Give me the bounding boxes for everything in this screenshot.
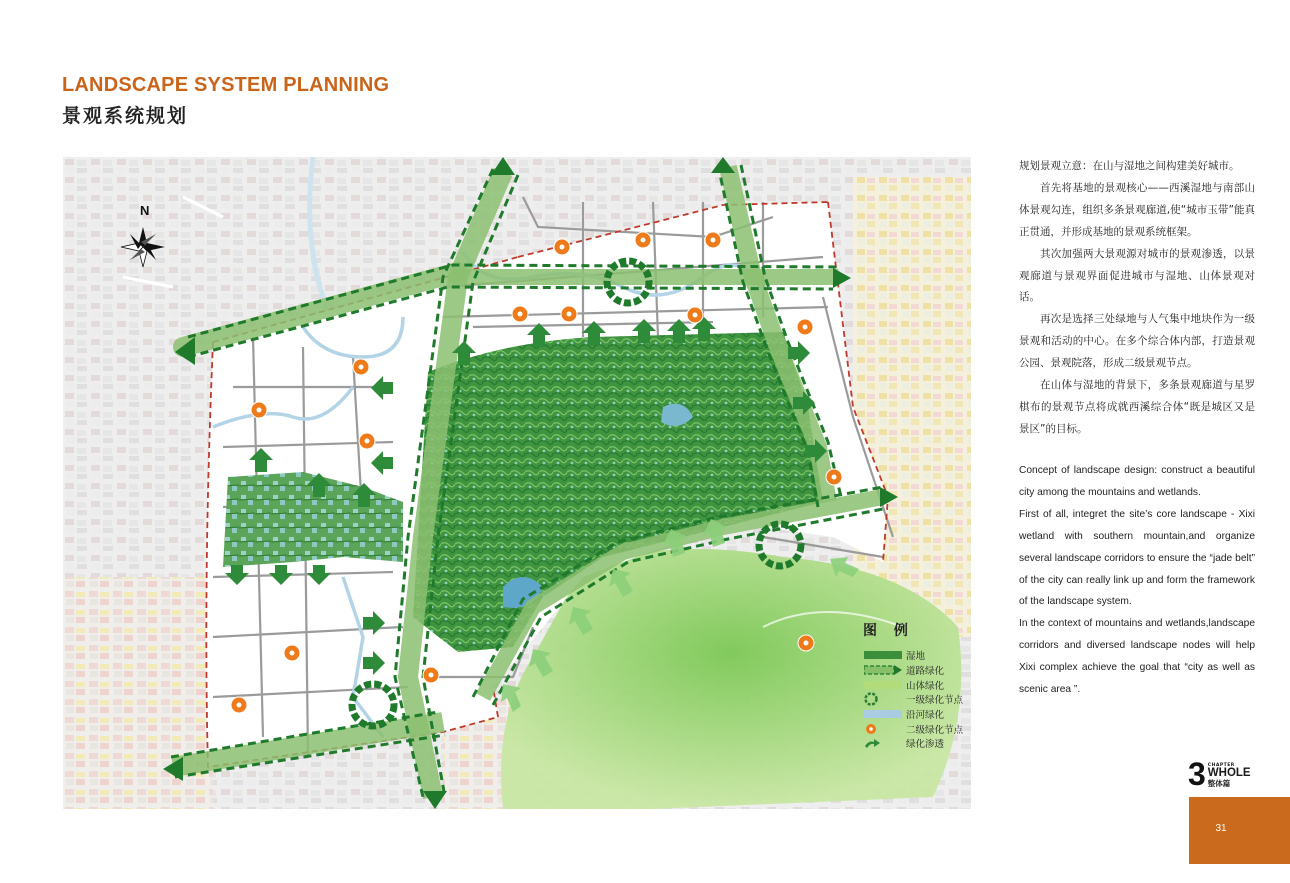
legend-item-mountain-green: [864, 677, 963, 692]
legend-item-green-penetration: [864, 736, 963, 751]
river-green-swatch-icon: [864, 708, 902, 720]
description-en-paragraph: First of all, integret the site’s core landscape - Xixi wetland with southern mountain,and organize several landscape corridors to ensure the “jade belt” of the city can really link up and form the framework of the landscape system.: [1019, 508, 1255, 608]
legend-item-primary-node: [864, 692, 963, 707]
mountain-swatch-icon: [864, 679, 902, 691]
chapter-label: CHAPTER: [1207, 763, 1235, 768]
legend-item-road-green: [864, 663, 963, 678]
chapter-number: 3: [1188, 756, 1206, 792]
legend-label: 二级绿化节点: [906, 724, 964, 736]
chapter-mark: [1188, 758, 1251, 790]
city-fabric-east: [853, 177, 971, 637]
description-en-paragraph: Concept of landscape design: construct a beautiful city among the mountains and wetlands.: [1019, 465, 1255, 498]
legend-title: 图 例: [863, 623, 914, 639]
title-en: LANDSCAPE SYSTEM PLANNING: [62, 74, 390, 96]
page-number: 31: [1215, 823, 1227, 834]
green-penetration-arrow-icon: [864, 737, 902, 749]
description-en-paragraph: In the context of mountains and wetlands,landscape corridors and diversed landscape nodes will help Xixi complex achieve the goal that “city as well as scenic area ”.: [1019, 618, 1255, 696]
chapter-word: WHOLE: [1207, 767, 1251, 779]
description-cn-paragraph: 首先将基地的景观核心——西溪湿地与南部山体景观勾连，组织多条景观廊道,使“城市玉带”能真正贯通，并形成基地的景观系统框架。: [1019, 181, 1255, 238]
chapter-cn: 整体篇: [1207, 779, 1231, 788]
legend-label: 山体绿化: [906, 680, 945, 692]
legend-label: 绿化渗透: [906, 739, 945, 751]
wetland-swatch-icon: [864, 649, 902, 661]
description-cn-paragraph: 其次加强两大景观源对城市的景观渗透，以景观廊道与景观界面促进城市与湿地、山体景观对话。: [1019, 247, 1255, 304]
road-green-arrow-icon: [864, 664, 902, 676]
legend-label: 一级绿化节点: [906, 695, 964, 707]
description-cn-paragraph: 规划景观立意：在山与湿地之间构建美好城市。: [1019, 160, 1240, 172]
legend-item-secondary-node: [864, 721, 963, 736]
description-cn-paragraph: 再次是选择三处绿地与人气集中地块作为一级景观和活动的中心。在多个综合体内部，打造景观公园、景观院落，形成二级景观节点。: [1019, 313, 1255, 370]
legend-label: 沿河绿化: [906, 710, 945, 722]
title-cn: 景观系统规划: [62, 105, 189, 127]
legend: [864, 648, 963, 751]
page-number-box: [1189, 797, 1290, 864]
description-en: [1019, 460, 1255, 701]
secondary-node-dot-icon: [864, 723, 902, 735]
legend-item-river-green: [864, 707, 963, 722]
description-cn: [1019, 156, 1255, 441]
landscape-map: [63, 157, 971, 809]
north-label: N: [140, 203, 150, 218]
legend-item-wetland: [864, 648, 963, 663]
legend-label: 湿地: [906, 651, 926, 663]
primary-node-ring-icon: [864, 693, 902, 705]
description-cn-paragraph: 在山体与湿地的背景下，多条景观廊道与星罗棋布的景观节点将成就西溪综合体“既是城区又是景区”的目标。: [1019, 379, 1255, 435]
legend-label: 道路绿化: [906, 666, 945, 678]
